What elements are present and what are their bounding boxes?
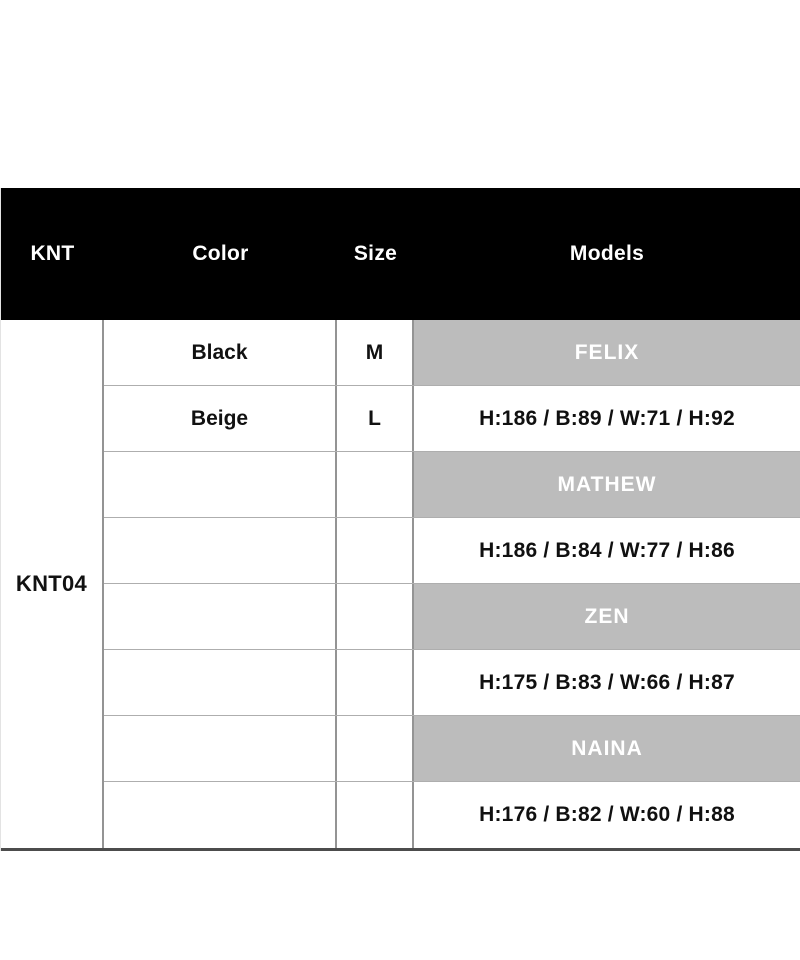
- header-cell-knt: KNT: [30, 242, 75, 265]
- color-cell: [104, 716, 337, 781]
- model-name-cell: MATHEW: [414, 452, 800, 517]
- table-row: [104, 650, 800, 716]
- size-chart-table: [0, 188, 800, 851]
- size-cell: [337, 782, 414, 848]
- size-cell: M: [337, 320, 414, 385]
- product-code-cell: KNT04: [1, 320, 104, 848]
- measurements-cell: H:186 / B:84 / W:77 / H:86: [414, 518, 800, 583]
- header-cell-size: Size: [353, 242, 398, 265]
- table-header-row: [1, 188, 800, 320]
- model-name-cell: ZEN: [414, 584, 800, 649]
- color-cell: [104, 584, 337, 649]
- color-cell: Black: [104, 320, 337, 385]
- size-cell: [337, 518, 414, 583]
- color-cell: [104, 518, 337, 583]
- table-row: [104, 716, 800, 782]
- color-cell: Beige: [104, 386, 337, 451]
- header-cell-color: Color: [192, 242, 249, 265]
- table-row: [104, 320, 800, 386]
- table-row: [104, 452, 800, 518]
- header-cell-models: Models: [569, 242, 645, 265]
- model-name-cell: NAINA: [414, 716, 800, 781]
- color-cell: [104, 782, 337, 848]
- size-cell: L: [337, 386, 414, 451]
- size-cell: [337, 716, 414, 781]
- table-row: [104, 782, 800, 848]
- size-cell: [337, 452, 414, 517]
- table-bottom-rule: [1, 848, 800, 851]
- measurements-cell: H:176 / B:82 / W:60 / H:88: [414, 782, 800, 848]
- size-cell: [337, 584, 414, 649]
- measurements-cell: H:186 / B:89 / W:71 / H:92: [414, 386, 800, 451]
- size-cell: [337, 650, 414, 715]
- table-row: [104, 584, 800, 650]
- table-row: [104, 518, 800, 584]
- color-cell: [104, 452, 337, 517]
- measurements-cell: H:175 / B:83 / W:66 / H:87: [414, 650, 800, 715]
- model-name-cell: FELIX: [414, 320, 800, 385]
- table-rows: [104, 320, 800, 848]
- color-cell: [104, 650, 337, 715]
- table-row: [104, 386, 800, 452]
- table-body: [1, 320, 800, 848]
